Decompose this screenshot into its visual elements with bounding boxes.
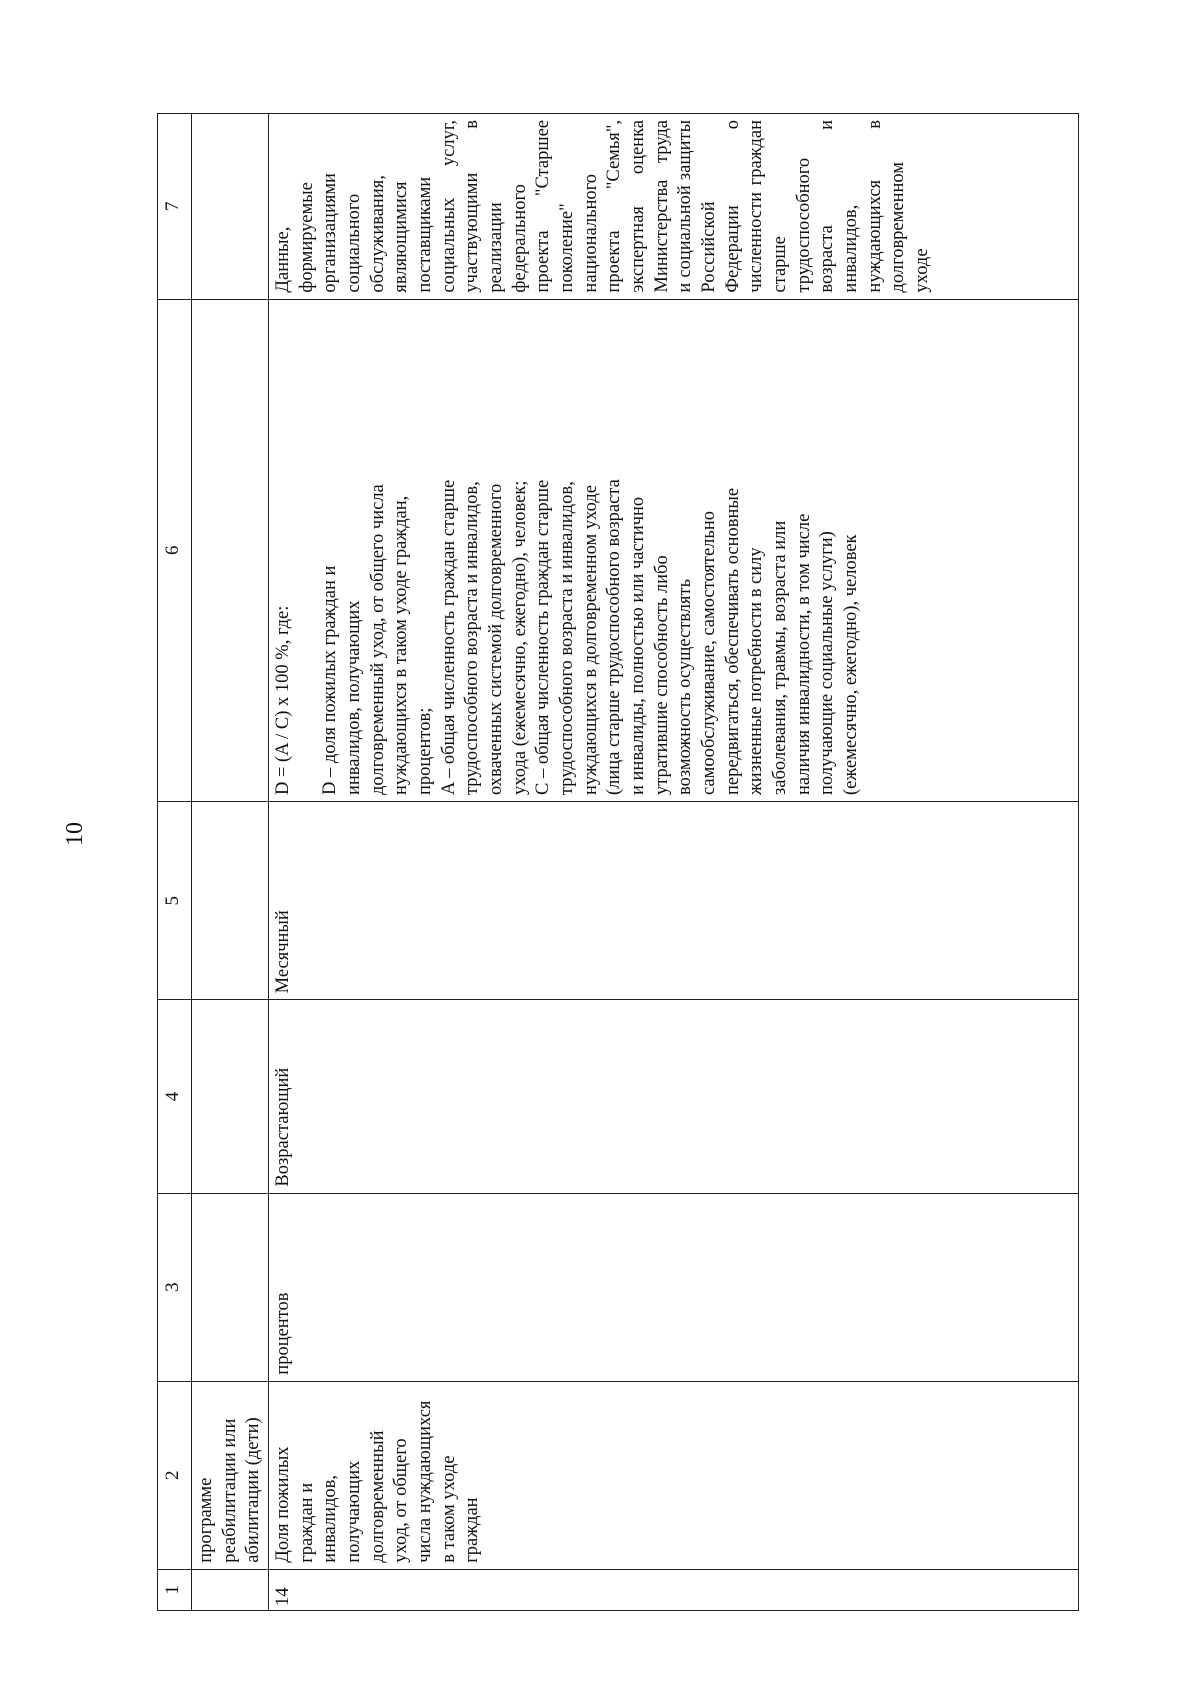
- header-col-1: 1: [158, 1569, 192, 1610]
- row-number-cell: [192, 1569, 269, 1610]
- unit-cell: процентов: [269, 1193, 1079, 1381]
- header-col-3: 3: [158, 1193, 192, 1381]
- trend-cell: [192, 1000, 269, 1193]
- table-row: [192, 114, 269, 1611]
- row-number-cell: 14: [269, 1569, 1079, 1610]
- table-row: [269, 114, 1079, 1611]
- periodicity-cell: Месячный: [269, 802, 1079, 1000]
- formula-cell: D = (A / C) x 100 %, где: D – доля пожилых граждан и инвалидов, получающих долговременный уход, от общего числа нуждающихся в таком уходе граждан, процентов; A – общая численность граждан старше трудоспособного возраста и инвалидов, охваченных системой долговременного ухода (ежемесячно, ежегодно), человек; C – общая численность граждан старше трудоспособного возраста и инвалидов, нуждающихся в долговременном уходе (лица старше трудоспособного возраста и инвалиды, полностью или частично утратившие способность либо возможность осуществлять самообслуживание, самостоятельно передвигаться, обеспечивать основные жизненные потребности в силу заболевания, травмы, возраста или наличия инвалидности, в том числе получающие социальные услуги) (ежемесячно, ежегодно), человек: [269, 299, 1079, 801]
- rotated-table: [157, 113, 1079, 1611]
- unit-cell: [192, 1193, 269, 1381]
- page-number: 10: [62, 822, 88, 846]
- indicator-name-cell: Доля пожилых граждан и инвалидов, получающих долговременный уход, от общего числа нуждающихся в таком уходе граждан: [269, 1381, 1079, 1569]
- data-source-cell: Данные, формируемые организациями социального обслуживания, являющимися поставщиками социальных услуг, участвующими в реализации федерального проекта "Старшее поколение" национального проекта "Семья", экспертная оценка Министерства труда и социальной защиты Российской Федерации о численности граждан старше трудоспособного возраста и инвалидов, нуждающихся в долговременном уходе: [269, 114, 1079, 300]
- periodicity-cell: [192, 802, 269, 1000]
- header-col-2: 2: [158, 1381, 192, 1569]
- indicator-name-cell: программе реабилитации или абилитации (дети): [192, 1381, 269, 1569]
- data-source-cell: [192, 114, 269, 300]
- header-col-6: 6: [158, 299, 192, 801]
- trend-cell: Возрастающий: [269, 1000, 1079, 1193]
- header-col-5: 5: [158, 802, 192, 1000]
- formula-cell: [192, 299, 269, 801]
- header-col-4: 4: [158, 1000, 192, 1193]
- header-col-7: 7: [158, 114, 192, 300]
- indicator-table: [157, 113, 1079, 1611]
- table-header-row: [158, 114, 192, 1611]
